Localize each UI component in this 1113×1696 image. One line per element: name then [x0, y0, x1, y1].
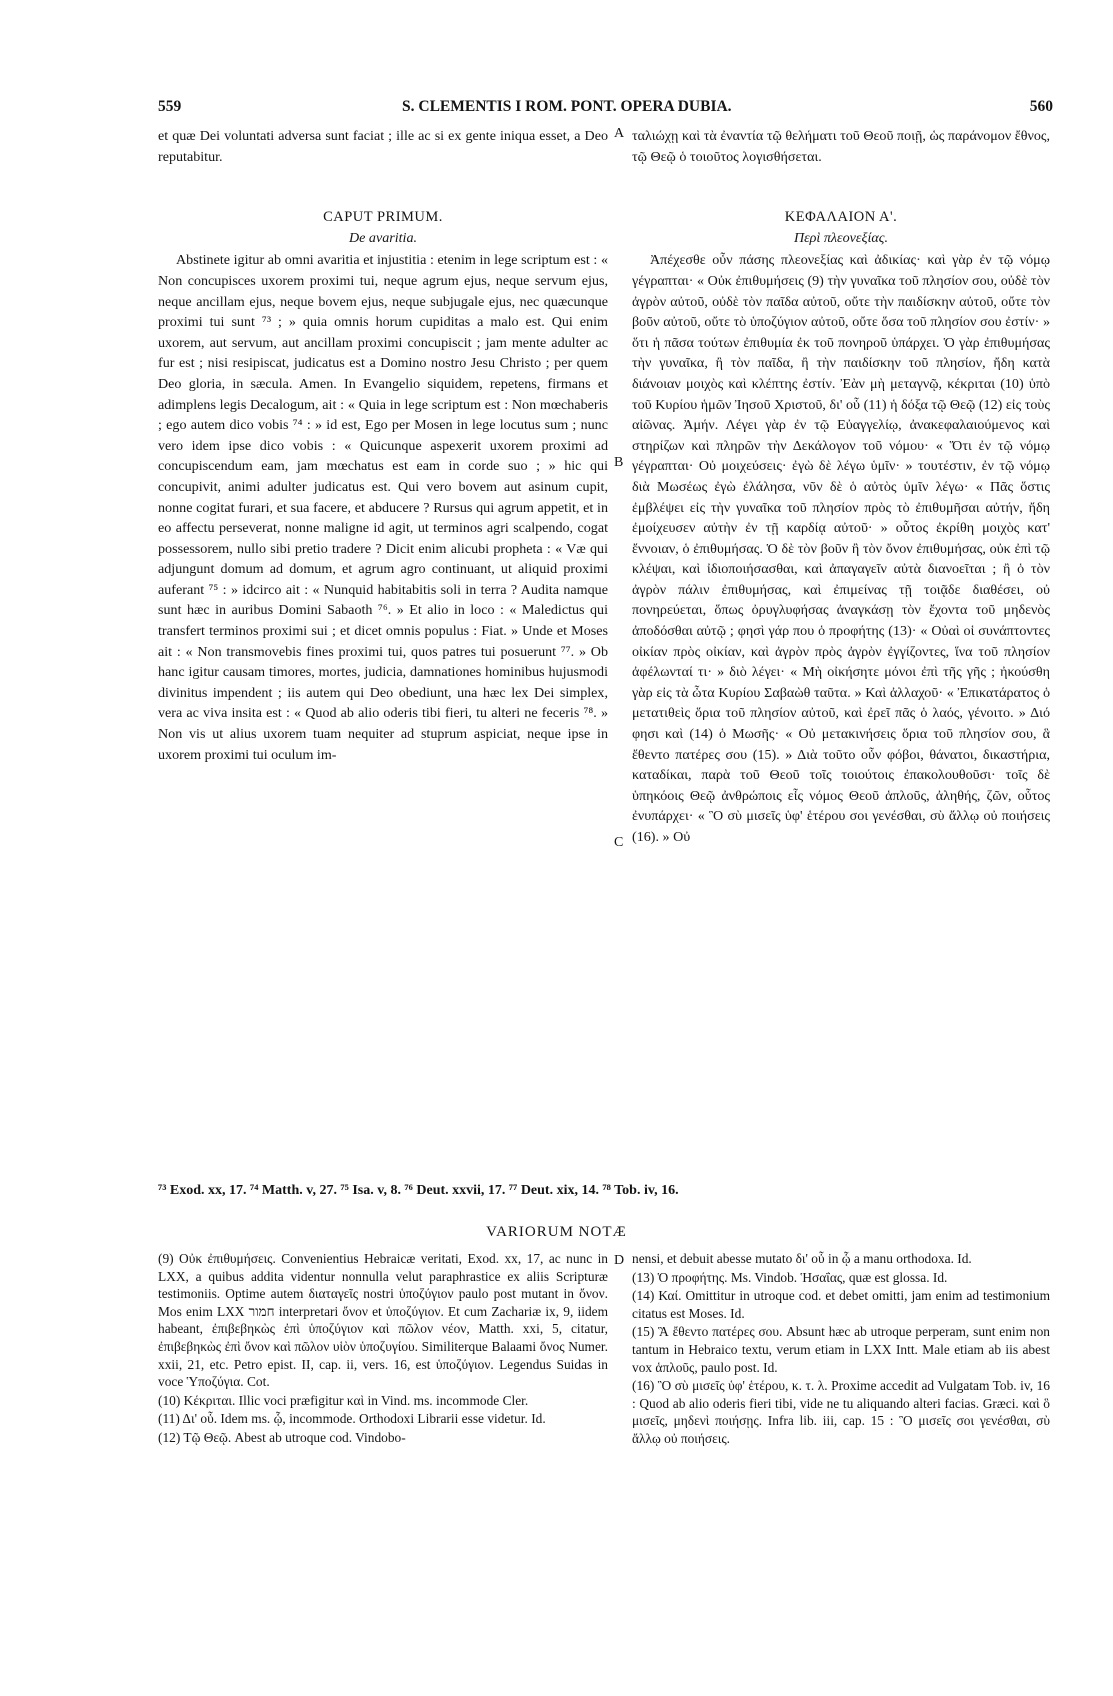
notes-left-column [158, 1250, 608, 1448]
running-header [158, 98, 1053, 120]
note-entry: (15) Ἃ ἔθεντο πατέρες σου. Absunt hæc ab utroque perperam, sunt enim non tantum in Hebraico textu, verum etiam in LXX Intt. Male etiam ab iis abest vox ἁπλοῦς, paulo post. Id. [632, 1324, 1050, 1375]
notes-right-column [632, 1250, 1050, 1449]
note-entry: (12) Τῷ Θεῷ. Abest ab utroque cod. Vindobo- [158, 1429, 406, 1445]
running-title: S. CLEMENTIS I ROM. PONT. OPERA DUBIA. [402, 98, 732, 115]
section-marker-d: D [614, 1253, 625, 1268]
greek-column [632, 126, 1050, 848]
note-entry: (13) Ὁ προφήτης. Ms. Vindob. Ἡσαΐας, quæ est glossa. Id. [632, 1269, 948, 1285]
section-marker-a: A [614, 126, 625, 141]
note-entry: (14) Καί. Omittitur in utroque cod. et debet omitti, jam enim ad testimonium citatus est Moses. Id. [632, 1288, 1050, 1321]
latin-chapter-subtitle: De avaritia. [348, 229, 418, 246]
note-entry: (9) Οὐκ ἐπιθυμήσεις. Convenientius Hebraicæ veritati, Exod. xx, 17, ac nunc in LXX, a quibus addita videntur nonnulla velut paraphrastice ex aliis Scripturæ testimoniis. Optime autem διαταγεῖς nostri ὑποζύγιον paulo post mutant in ὄνον. Mos enim LXX חמור interpretari ὄνον et ὑποζύγιον. Et cum Zachariæ ix, 9, iidem habeant, ἐπιβεβηκὼς ἐπὶ ὑποζύγιον καὶ πῶλον νέον, Matth. xxi, 5, citatur, ἐπιβεβηκὼς ἐπὶ ὄνον καὶ πῶλον υἱὸν ὑποζυγίου. Similiterque Balaami ὄνος Numer. xxii, 21, etc. Petro epist. II, cap. ii, vers. 16, est ὑποζύγιον. Legendus Suidas in voce Ὑποζύγια. Cot. [158, 1251, 608, 1390]
section-marker-b: B [614, 455, 624, 470]
note-entry: (11) Δι' οὗ. Idem ms. ᾧ, incommode. Orthodoxi Librarii esse videtur. Id. [158, 1411, 546, 1427]
note-entry: nensi, et debuit abesse mutato δι' οὗ in ᾧ a manu orthodoxa. Id. [632, 1251, 972, 1266]
variorum-notes-heading: VARIORUM NOTÆ [486, 1224, 627, 1240]
latin-body-text: Abstinete igitur ab omni avaritia et injustitia : etenim in lege scriptum est : « Non concupisces uxorem proximi tui, neque agrum ejus, neque servum ejus, neque ancillam ejus, neque bovem ejus, neque subjugale ejus, nec quæcunque proximi tui sunt ⁷³ ; » quia omnis horum cupiditas a malo est. Qui enim uxorem, aut servum, aut ancillam proximi concupiscit ; jam mente adulter ac fur est ; nisi resipiscat, judicatus est a Domino nostro Jesu Christo ; per quem Deo gloria, in sæcula. Amen. In Evangelio siquidem, repetens, firmans et adimplens legis Decalogum, ait : « Quia in lege scriptum est : Non mœchaberis ; ego autem dico vobis ⁷⁴ : » id est, Ego per Mosen in lege locutus sum ; nunc vero idem ipse dico vobis : « Quicunque aspexerit uxorem proximi ad concupiscendum eam, jam mœchatus est eam in corde suo ; » hic qui concupivit, animi adulter judicatus est. Qui vero bovem aut asinum cupit, nonne cogitat furari, et sua facere, et abducere ? Rursus qui agrum appetit, et in eo affectu perseverat, nonne maligne id agit, ut terminos agri scalpendo, cogat possessorem, nullo sibi pretio tradere ? Dicit enim alicubi propheta : « Væ qui adjungunt domum ad domum, et agrum agro continuant, ut aliquid proximi auferant ⁷⁵ : » idcirco ait : « Nunquid habitabitis soli in terra ? Audita namque sunt hæc in auribus Domini Sabaoth ⁷⁶. » Et alio in loco : « Maledictus qui transfert terminos proximi sui ; et dicet omnis populus : Fiat. » Unde et Moses ait : « Non transmovebis fines proximi tui, quos patres tui posuerunt ⁷⁷. » Ob hanc igitur causam timores, mortes, judicia, damnationes hominibus hujusmodi divinitus impendent ; iis autem qui Deo obediunt, una hæc lex Dei simplex, vera ac viva insita est : « Quod ab alio oderis tibi fieri, tu alteri ne feceris ⁷⁸. » Non vis ut alius uxorem tuam nequiter ad stuprum aspiciat, neque ipse in uxorem proximi tui oculum im- [158, 252, 608, 763]
page-number-right: 560 [1029, 98, 1053, 115]
greek-chapter-subtitle: Περὶ πλεονεξίας. [793, 229, 889, 246]
latin-chapter-heading: CAPUT PRIMUM. [323, 209, 443, 226]
scripture-references: ⁷³ Exod. xx, 17. ⁷⁴ Matth. v, 27. ⁷⁵ Isa. v, 8. ⁷⁶ Deut. xxvii, 17. ⁷⁷ Deut. xix, 14. ⁷⁸ Tob. iv, 16. [158, 1183, 679, 1198]
greek-intro: ταλιώχῃ καὶ τὰ ἐναντία τῷ θελήματι τοῦ Θεοῦ ποιῇ, ὡς παράνομον ἔθνος, τῷ Θεῷ ὁ τοιοῦτος λογισθήσεται. [632, 128, 1050, 165]
note-entry: (16) Ὃ σὺ μισεῖς ὑφ' ἑτέρου, κ. τ. λ. Proxime accedit ad Vulgatam Tob. iv, 16 : Quod ab alio oderis fieri tibi, vide ne tu aliquando alteri facias. Græci. καὶ ὃ μισεῖς, μηδενὶ ποιήσῃς. Infra lib. iii, cap. 15 : Ὃ μισεῖς σοι γενέσθαι, σὺ ἄλλῳ οὐ ποιήσεις. [632, 1378, 1050, 1446]
section-marker-c: C [614, 835, 624, 850]
greek-body-text: Ἀπέχεσθε οὖν πάσης πλεονεξίας καὶ ἀδικίας· καὶ γὰρ ἐν τῷ νόμῳ γέγραπται· « Οὐκ ἐπιθυμήσεις (9) τὴν γυναῖκα τοῦ πλησίον σου, οὐδὲ τὸν ἀγρὸν αὐτοῦ, οὐδὲ τὸν παῖδα αὐτοῦ, οὔτε τὴν παιδίσκην αὐτοῦ, οὔτε τὸν βοῦν αὐτοῦ, οὔτε τὸ ὑποζύγιον αὐτοῦ, οὔτε ὅσα τοῦ πλησίον σου ἐστίν· » ὅτι ἡ πᾶσα τούτων ἐπιθυμία ἐκ τοῦ πονηροῦ ὑπάρχει. Ὁ γὰρ ἐπιθυμήσας τὴν γυναῖκα, ἢ τὸν παῖδα, ἢ τὴν παιδίσκην τοῦ πλησίον, ἤδη κατὰ διάνοιαν μοιχὸς καὶ κλέπτης ἐστίν. Ἐὰν μὴ μεταγνῷ, κέκριται (10) ὑπὸ τοῦ Κυρίου ἡμῶν Ἰησοῦ Χριστοῦ, δι' οὗ (11) ἡ δόξα τῷ Θεῷ (12) εἰς τοὺς αἰῶνας. Ἀμήν. Λέγει γὰρ ἐν τῷ Εὐαγγελίῳ, ἀνακεφαλαιούμενος καὶ στηρίζων καὶ πληρῶν τὴν Δεκάλογον τοῦ νόμου· « Ὅτι ἐν τῷ νόμῳ γέγραπται· Οὐ μοιχεύσεις· ἐγὼ δὲ λέγω ὑμῖν· » τουτέστιν, ἐν τῷ νόμῳ διὰ Μωσέως ἐγὼ ἐλάλησα, νῦν δὲ ὁ αὐτὸς ὑμῖν λέγω· « Πᾶς ὅστις ἐμβλέψει εἰς τὴν γυναῖκα τοῦ πλησίον πρὸς τὸ ἐπιθυμῆσαι αὐτήν, ἤδη ἐμοίχευσεν αὐτὴν ἐν τῇ καρδίᾳ αὐτοῦ· » οὗτος ἐκρίθη μοιχὸς κατ' ἔννοιαν, ὁ ἐπιθυμήσας. Ὁ δὲ τὸν βοῦν ἢ τὸν ὄνον ἐπιθυμήσας, οὐκ ἐπὶ τῷ κλέψαι, καὶ ἰδιοποιήσασθαι, καὶ ἀπαγαγεῖν αὐτὰ διανοεῖται ; ἢ ὁ τὸν ἀγρὸν πάλιν ἐπιθυμήσας, καὶ ἐπιμείνας τῇ τοιᾷδε διαθέσει, οὐ πονηρεύεται, ὅπως ὀρυγλυφήσας ἀναγκάσῃ τὸν ἔχοντα τοῦ μηδενὸς ἀποδόσθαι αὐτῷ ; φησὶ γάρ που ὁ προφήτης (13)· « Οὐαὶ οἱ συνάπτοντες οἰκίαν πρὸς οἰκίαν, καὶ ἀγρὸν πρὸς ἀγρὸν ἐγγίζοντες, ἵνα τοῦ πλησίον ἀφέλωνταί τι· » διὸ λέγει· « Μὴ οἰκήσητε μόνοι ἐπὶ τῆς γῆς ; ἠκούσθη γὰρ εἰς τὰ ὦτα Κυρίου Σαβαὼθ ταῦτα. » Καὶ ἀλλαχοῦ· « Ἐπικατάρατος ὁ μετατιθεὶς ὅρια τοῦ πλησίον αὐτοῦ, καὶ ἐρεῖ πᾶς ὁ λαός, γένοιτο. » Διό φησι καὶ (14) ὁ Μωσῆς· « Οὐ μετακινήσεις ὅρια τοῦ πλησίον σου, ἃ ἔθεντο πατέρες σου (15). » Διὰ τοῦτο οὖν φόβοι, θάνατοι, δικαστήρια, καταδίκαι, παρὰ τοῦ Θεοῦ τοῖς τοιούτοις ἐπακολουθοῦσι· τοῖς δὲ ὑπηκόοις Θεῷ ἀνθρώποις εἷς νόμος Θεοῦ ἁπλοῦς, ἀληθής, ζῶν, οὗτος ἐνυπάρχει· « Ὃ σὺ μισεῖς ὑφ' ἑτέρου σοι γενέσθαι, σὺ ἄλλῳ οὐ ποιήσεις (16). » Οὐ [632, 252, 1050, 845]
page-number-left: 559 [158, 98, 182, 115]
latin-column [158, 126, 608, 765]
greek-chapter-heading: ΚΕΦΑΛΑΙΟΝ Α'. [784, 209, 898, 226]
latin-intro: et quæ Dei voluntati adversa sunt faciat ; ille ac si ex gente iniqua esset, a Deo reputabitur. [158, 128, 608, 165]
note-entry: (10) Κέκριται. Illic voci præfigitur καὶ in Vind. ms. incommode Cler. [158, 1392, 529, 1408]
